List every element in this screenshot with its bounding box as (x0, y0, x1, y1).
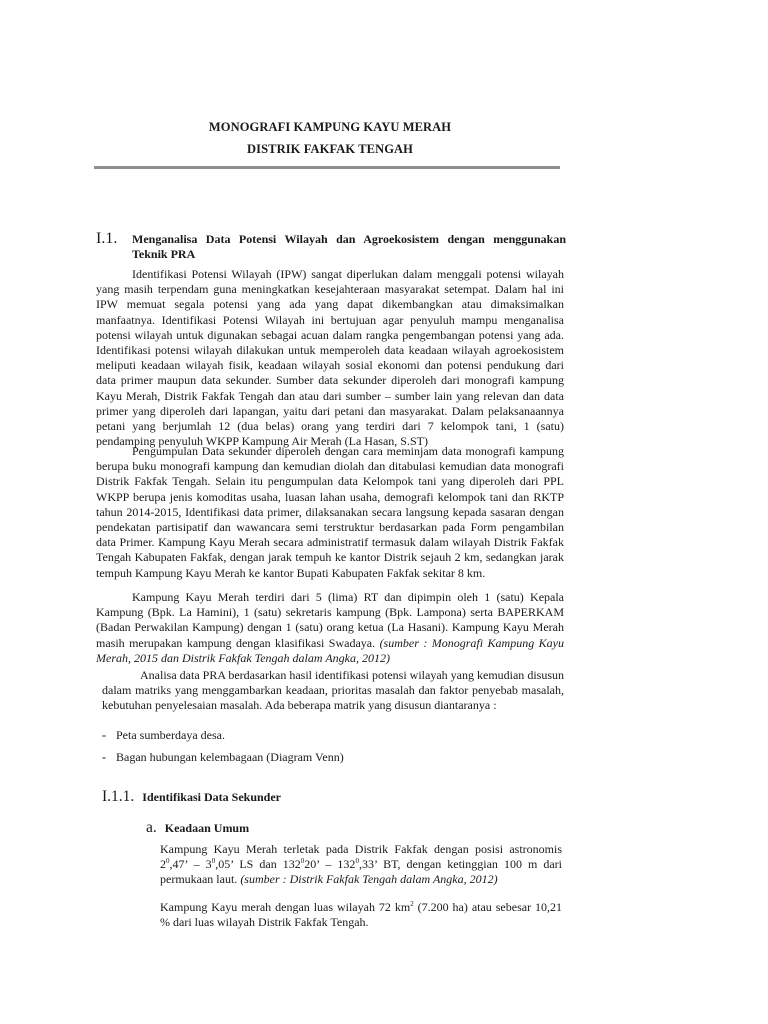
subsection-number: I.1.1. (102, 788, 135, 805)
paragraph-text: Kampung Kayu Merah terdiri dari 5 (lima) RT dan dipimpin oleh 1 (satu) Kepala Kampung (Bpk. La Hamini), 1 (satu) sekretaris kampung (Bpk. Lampona) serta BAPERKAM (Badan Perwakilan Kampung) dengan 1 (satu) orang ketua (La Hasani). Kampung Kayu Merah masih merupakan kampung dengan klasifikasi Swadaya. (96, 590, 564, 650)
degree-superscript: 0 (355, 857, 359, 866)
sub-subsection-heading (146, 819, 249, 837)
subsection-heading (102, 788, 281, 806)
source-citation: (sumber : Monografi Kampung Kayu Merah, 2015 dan Distrik Fakfak Tengah dalam Angka, 2012) (96, 635, 564, 665)
paragraph-location (160, 842, 562, 888)
subsection-title: Identifikasi Data Sekunder (142, 790, 281, 804)
paragraph-text: Identifikasi Potensi Wilayah (IPW) sangat diperlukan dalam menggali potensi wilayah yang masih terpendam guna meningkatkan kesejahteraan masyarakat setempat. Dalam hal ini IPW memuat segala potensi yang ada yang dapat dikembangkan atau dimaksimalkan manfaatnya. Identifikasi Potensi Wilayah ini bertujuan agar penyuluh mampu menganalisa potensi wilayah untuk digunakan sebagai acuan dalam rangka pengembangan potensi yang ada. Identifikasi potensi wilayah dilakukan untuk memperoleh data keadaan wilayah agroekosistem meliputi keadaan wilayah fisik, keadaan wilayah sosial ekonomi dan potensi pendukung dari data primer maupun data sekunder. Sumber data sekunder diperoleh dari monografi kampung Kayu Merah, Distrik Fakfak Tengah dan atau dari sumber – sumber lain yang relevan dan data primer yang diperoleh dari lapangan, yaitu dari petani dan masyarakat. Dalam pelaksanaannya petani yang berjumlah 12 (dua belas) orang yang terdiri dari 7 kelompok tani, 1 (satu) pendamping penyuluh WKPP Kampung Air Merah (La Hasan, S.ST) (96, 267, 564, 449)
degree-superscript: 0 (211, 857, 216, 866)
paragraph-text: Pengumpulan Data sekunder diperoleh dengan cara meminjam data monografi kampung berupa buku monografi kampung dan kemudian diolah dan ditabulasi kemudian data monografi Distrik Fakfak Tengah. Selain itu pengumpulan data Kelompok tani yang diperoleh dari PPL WKPP berupa jenis komoditas usaha, luasan lahan usaha, demografi kelompok tani dan RKTP tahun 2014-2015, Identifikasi data primer, dilaksanakan secara langsung kepada sasaran dengan pendekatan partisipatif dan wawancara semi terstruktur berdasarkan pada Form pengambilan data Primer. Kampung Kayu Merah secara administratif termasuk dalam wilayah Distrik Fakfak Tengah Kabupaten Fakfak, dengan jarak tempuh ke kantor Distrik sejauh 2 km, sedangkan jarak tempuh Kampung Kayu Merah ke kantor Bupati Kabupaten Fakfak sekitar 8 km. (96, 444, 564, 580)
sub-subsection-letter: a. (146, 819, 157, 836)
paragraph-pra-analysis (102, 668, 564, 714)
dash-bullet-icon: - (102, 728, 106, 742)
paragraph-text: Kampung Kayu Merah terletak pada Distrik Fakfak dengan posisi astronomis 2 (160, 842, 562, 872)
title-divider (94, 166, 560, 169)
list-item (102, 750, 344, 765)
area-superscript: 2 (410, 900, 414, 908)
list-item-text: Peta sumberdaya desa. (116, 728, 225, 742)
section-title: Menganalisa Data Potensi Wilayah dan Agroekosistem dengan menggunakan Teknik PRA (132, 232, 566, 261)
degree-superscript: 0 (300, 857, 305, 866)
list-item-text: Bagan hubungan kelembagaan (Diagram Venn) (116, 750, 344, 764)
degree-superscript: 0 (166, 857, 170, 866)
source-citation: (sumber : Distrik Fakfak Tengah dalam Angka, 2012) (240, 872, 498, 887)
paragraph-text: ,05’ LS dan 132 (215, 857, 301, 872)
section-heading-1 (96, 230, 566, 262)
dash-bullet-icon: - (102, 750, 106, 764)
paragraph-text: Analisa data PRA berdasarkan hasil identifikasi potensi wilayah yang kemudian disusun dalam matriks yang menggambarkan keadaan, prioritas masalah dan faktor penyebab masalah, kebutuhan penyelesaian masalah. Ada beberapa matrik yang disusun diantaranya : (102, 668, 564, 713)
paragraph-text: (7.200 ha) atau sebesar 10,21 % dari luas wilayah Distrik Fakfak Tengah. (160, 900, 563, 930)
sub-subsection-title: Keadaan Umum (164, 821, 250, 835)
paragraph-area (160, 900, 562, 930)
paragraph-text: ,47’ – 3 (169, 857, 212, 872)
document-title: MONOGRAFI KAMPUNG KAYU MERAH (208, 120, 452, 134)
paragraph-ipw (96, 267, 564, 449)
paragraph-text: ,33’ BT, dengan ketinggian 100 m dari permukaan laut. (160, 857, 563, 887)
paragraph-text: 20’ – 132 (304, 857, 356, 872)
paragraph-text: Kampung Kayu merah dengan luas wilayah 72 km (160, 900, 411, 914)
list-item (102, 728, 225, 743)
paragraph-administration (96, 590, 564, 666)
document-subtitle: DISTRIK FAKFAK TENGAH (246, 142, 413, 156)
paragraph-data-collection (96, 444, 564, 581)
section-number: I.1. (96, 230, 118, 247)
